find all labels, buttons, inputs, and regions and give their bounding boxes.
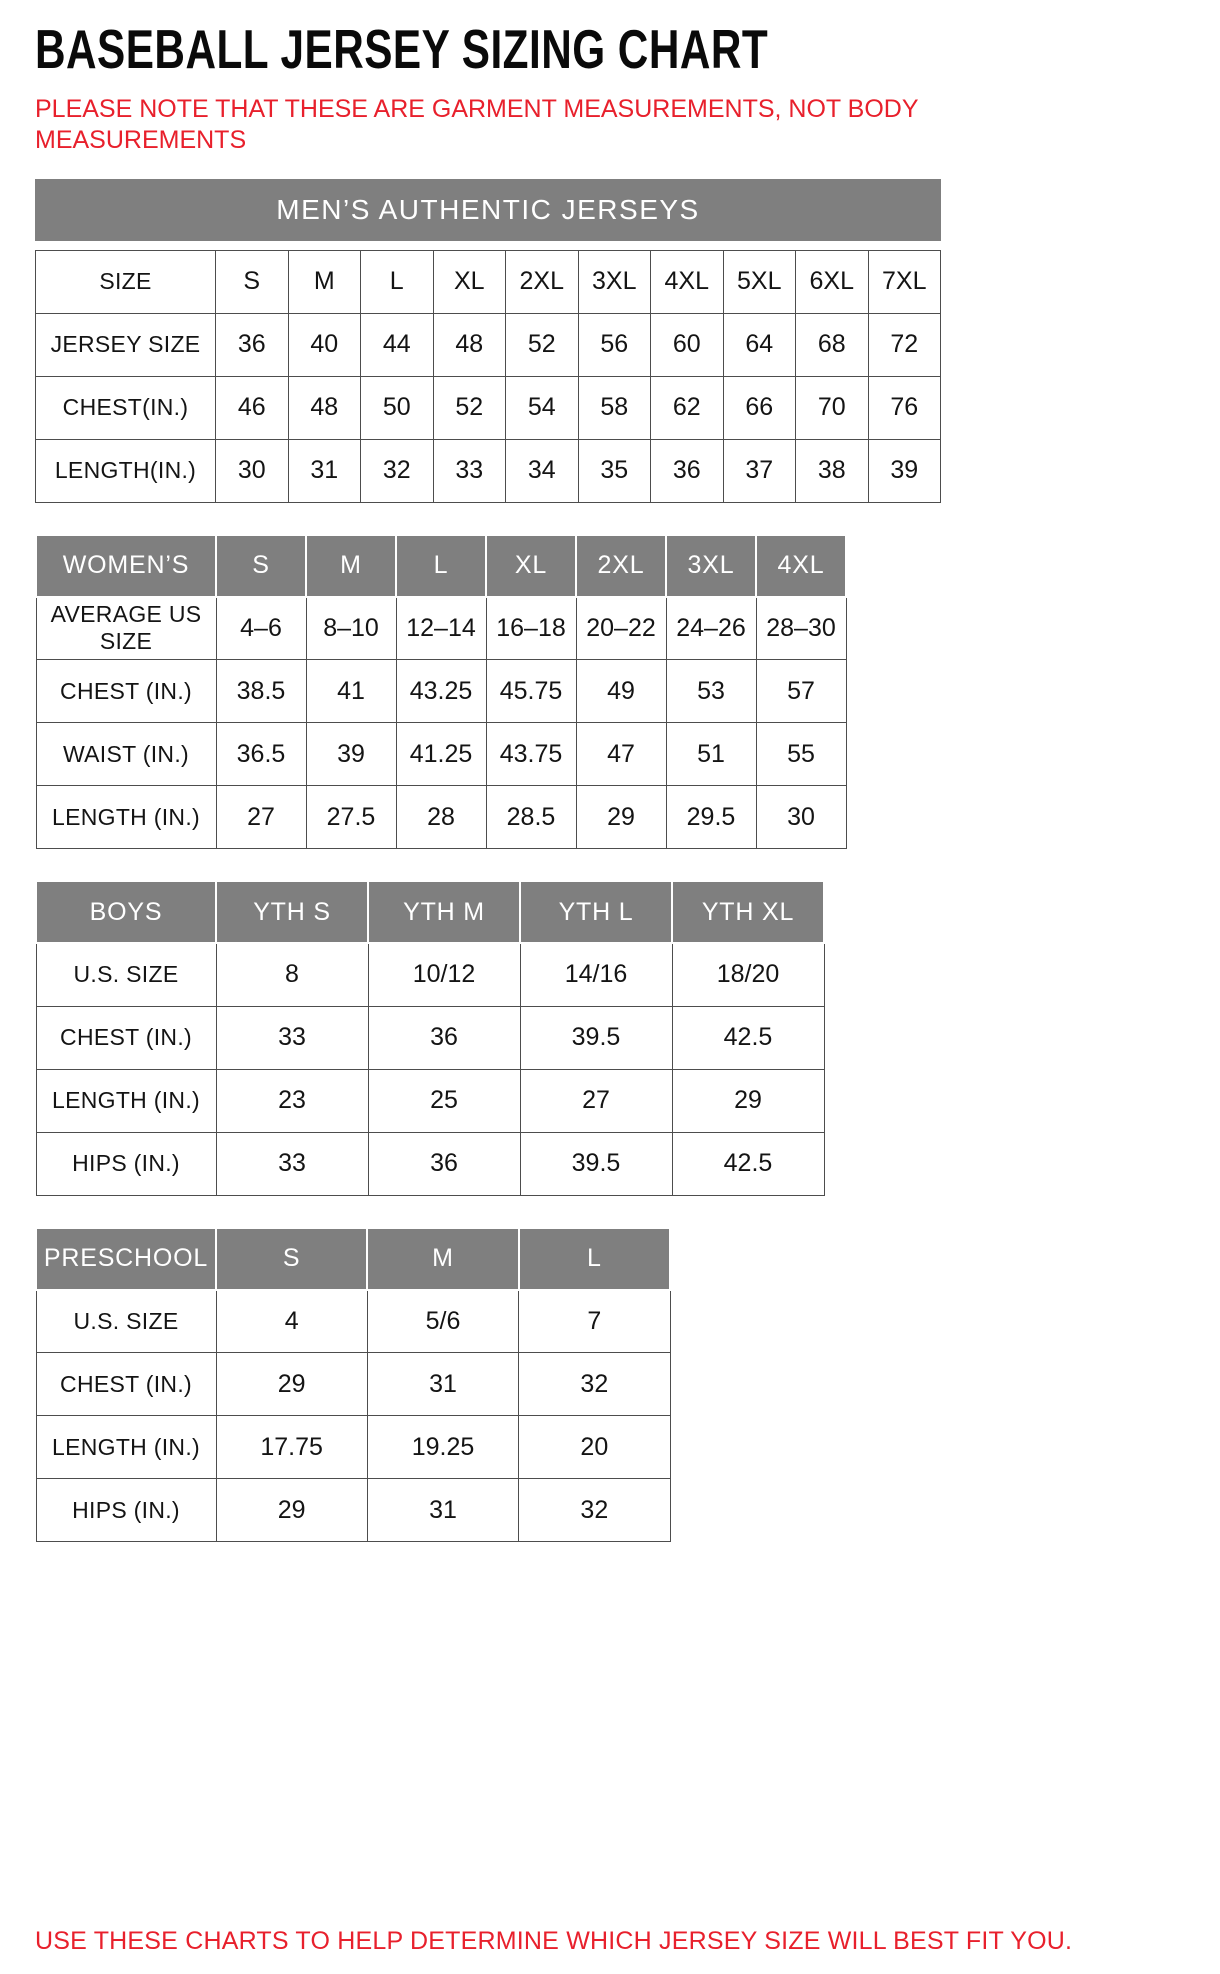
- value-cell: 43.75: [486, 723, 576, 786]
- value-cell: 52: [433, 376, 506, 439]
- value-cell: M: [288, 250, 361, 313]
- value-cell: 7: [519, 1290, 670, 1353]
- value-cell: 17.75: [216, 1416, 367, 1479]
- table-row: [36, 723, 846, 786]
- value-cell: 29.5: [666, 786, 756, 849]
- row-label: JERSEY SIZE: [36, 313, 216, 376]
- row-label: U.S. SIZE: [36, 1290, 216, 1353]
- tables-container: [35, 179, 1185, 1574]
- value-cell: 35: [578, 439, 651, 502]
- preschool-table-grid: [35, 1227, 671, 1543]
- table-row: [36, 376, 941, 439]
- value-cell: 29: [216, 1353, 367, 1416]
- row-label: AVERAGE US SIZE: [36, 597, 216, 660]
- value-cell: 3XL: [578, 250, 651, 313]
- value-cell: 31: [367, 1353, 518, 1416]
- header-cell: WOMEN’S: [36, 535, 216, 597]
- value-cell: 36: [216, 313, 289, 376]
- table-row: [36, 535, 846, 597]
- value-cell: S: [216, 250, 289, 313]
- table-row: [36, 1479, 670, 1542]
- value-cell: 27: [216, 786, 306, 849]
- value-cell: 55: [756, 723, 846, 786]
- value-cell: XL: [433, 250, 506, 313]
- value-cell: 18/20: [672, 943, 824, 1006]
- value-cell: 53: [666, 660, 756, 723]
- value-cell: 41: [306, 660, 396, 723]
- value-cell: 42.5: [672, 1006, 824, 1069]
- row-label: CHEST (IN.): [36, 1353, 216, 1416]
- value-cell: 28: [396, 786, 486, 849]
- table-row: [36, 881, 824, 943]
- header-cell: BOYS: [36, 881, 216, 943]
- header-cell: YTH M: [368, 881, 520, 943]
- value-cell: 39: [306, 723, 396, 786]
- value-cell: 43.25: [396, 660, 486, 723]
- womens-table-grid: [35, 534, 847, 850]
- value-cell: 20: [519, 1416, 670, 1479]
- value-cell: 5XL: [723, 250, 796, 313]
- value-cell: 64: [723, 313, 796, 376]
- value-cell: 56: [578, 313, 651, 376]
- header-cell: YTH L: [520, 881, 672, 943]
- value-cell: 10/12: [368, 943, 520, 1006]
- value-cell: 57: [756, 660, 846, 723]
- value-cell: 70: [796, 376, 869, 439]
- table-row: [36, 1069, 824, 1132]
- mens-table-banner: MEN’S AUTHENTIC JERSEYS: [35, 179, 941, 241]
- value-cell: 58: [578, 376, 651, 439]
- mens-size-table: [35, 179, 1185, 503]
- header-cell: M: [306, 535, 396, 597]
- value-cell: 76: [868, 376, 941, 439]
- value-cell: 68: [796, 313, 869, 376]
- value-cell: 12–14: [396, 597, 486, 660]
- header-cell: L: [396, 535, 486, 597]
- value-cell: 7XL: [868, 250, 941, 313]
- table-row: [36, 786, 846, 849]
- value-cell: 50: [361, 376, 434, 439]
- value-cell: 29: [672, 1069, 824, 1132]
- row-label: CHEST (IN.): [36, 660, 216, 723]
- value-cell: 36: [651, 439, 724, 502]
- value-cell: 41.25: [396, 723, 486, 786]
- value-cell: 4XL: [651, 250, 724, 313]
- value-cell: 33: [216, 1132, 368, 1195]
- value-cell: 45.75: [486, 660, 576, 723]
- row-label: HIPS (IN.): [36, 1479, 216, 1542]
- header-cell: M: [367, 1228, 518, 1290]
- value-cell: 47: [576, 723, 666, 786]
- value-cell: 32: [519, 1479, 670, 1542]
- value-cell: 66: [723, 376, 796, 439]
- value-cell: 44: [361, 313, 434, 376]
- boys-table-grid: [35, 880, 825, 1196]
- table-row: [36, 1132, 824, 1195]
- value-cell: 6XL: [796, 250, 869, 313]
- footer-note: USE THESE CHARTS TO HELP DETERMINE WHICH JERSEY SIZE WILL BEST FIT YOU.: [35, 1927, 1073, 1955]
- value-cell: 52: [506, 313, 579, 376]
- table-row: [36, 1228, 670, 1290]
- table-row: [36, 439, 941, 502]
- page-title: BASEBALL JERSEY SIZING CHART: [35, 18, 769, 80]
- value-cell: 33: [433, 439, 506, 502]
- value-cell: 40: [288, 313, 361, 376]
- garment-measurements-note: PLEASE NOTE THAT THESE ARE GARMENT MEASUREMENTS, NOT BODY MEASUREMENTS: [35, 95, 919, 155]
- table-row: [36, 597, 846, 660]
- row-label: U.S. SIZE: [36, 943, 216, 1006]
- table-row: [36, 943, 824, 1006]
- table-row: [36, 660, 846, 723]
- value-cell: 29: [576, 786, 666, 849]
- value-cell: 34: [506, 439, 579, 502]
- value-cell: L: [361, 250, 434, 313]
- value-cell: 46: [216, 376, 289, 439]
- value-cell: 25: [368, 1069, 520, 1132]
- value-cell: 29: [216, 1479, 367, 1542]
- header-cell: 2XL: [576, 535, 666, 597]
- value-cell: 38.5: [216, 660, 306, 723]
- value-cell: 27.5: [306, 786, 396, 849]
- value-cell: 19.25: [367, 1416, 518, 1479]
- value-cell: 39.5: [520, 1006, 672, 1069]
- value-cell: 23: [216, 1069, 368, 1132]
- header-cell: PRESCHOOL: [36, 1228, 216, 1290]
- boys-size-table: [35, 880, 1185, 1196]
- header-cell: 4XL: [756, 535, 846, 597]
- table-row: [36, 1416, 670, 1479]
- value-cell: 36.5: [216, 723, 306, 786]
- row-label: HIPS (IN.): [36, 1132, 216, 1195]
- table-row: [36, 250, 941, 313]
- value-cell: 54: [506, 376, 579, 439]
- row-label: CHEST (IN.): [36, 1006, 216, 1069]
- value-cell: 39: [868, 439, 941, 502]
- value-cell: 39.5: [520, 1132, 672, 1195]
- value-cell: 30: [216, 439, 289, 502]
- value-cell: 30: [756, 786, 846, 849]
- value-cell: 38: [796, 439, 869, 502]
- value-cell: 14/16: [520, 943, 672, 1006]
- womens-size-table: [35, 534, 1185, 850]
- value-cell: 48: [433, 313, 506, 376]
- table-row: [36, 1353, 670, 1416]
- value-cell: 8: [216, 943, 368, 1006]
- value-cell: 36: [368, 1006, 520, 1069]
- value-cell: 2XL: [506, 250, 579, 313]
- mens-table-grid: [35, 250, 941, 503]
- header-cell: XL: [486, 535, 576, 597]
- value-cell: 62: [651, 376, 724, 439]
- value-cell: 60: [651, 313, 724, 376]
- row-label: LENGTH (IN.): [36, 786, 216, 849]
- header-cell: YTH XL: [672, 881, 824, 943]
- value-cell: 42.5: [672, 1132, 824, 1195]
- value-cell: 28.5: [486, 786, 576, 849]
- value-cell: 4–6: [216, 597, 306, 660]
- value-cell: 31: [367, 1479, 518, 1542]
- value-cell: 28–30: [756, 597, 846, 660]
- value-cell: 32: [519, 1353, 670, 1416]
- value-cell: 24–26: [666, 597, 756, 660]
- header-cell: 3XL: [666, 535, 756, 597]
- header-cell: YTH S: [216, 881, 368, 943]
- row-label: LENGTH (IN.): [36, 1069, 216, 1132]
- value-cell: 33: [216, 1006, 368, 1069]
- value-cell: 51: [666, 723, 756, 786]
- table-row: [36, 1006, 824, 1069]
- row-label: LENGTH (IN.): [36, 1416, 216, 1479]
- value-cell: 72: [868, 313, 941, 376]
- value-cell: 27: [520, 1069, 672, 1132]
- preschool-size-table: [35, 1227, 1185, 1543]
- row-label: WAIST (IN.): [36, 723, 216, 786]
- value-cell: 16–18: [486, 597, 576, 660]
- value-cell: 36: [368, 1132, 520, 1195]
- row-label: LENGTH(IN.): [36, 439, 216, 502]
- value-cell: 31: [288, 439, 361, 502]
- value-cell: 20–22: [576, 597, 666, 660]
- header-cell: S: [216, 1228, 367, 1290]
- value-cell: 4: [216, 1290, 367, 1353]
- value-cell: 37: [723, 439, 796, 502]
- row-label: CHEST(IN.): [36, 376, 216, 439]
- table-row: [36, 1290, 670, 1353]
- value-cell: 32: [361, 439, 434, 502]
- value-cell: 5/6: [367, 1290, 518, 1353]
- value-cell: 8–10: [306, 597, 396, 660]
- table-row: [36, 313, 941, 376]
- row-label: SIZE: [36, 250, 216, 313]
- header-cell: L: [519, 1228, 670, 1290]
- value-cell: 48: [288, 376, 361, 439]
- value-cell: 49: [576, 660, 666, 723]
- header-cell: S: [216, 535, 306, 597]
